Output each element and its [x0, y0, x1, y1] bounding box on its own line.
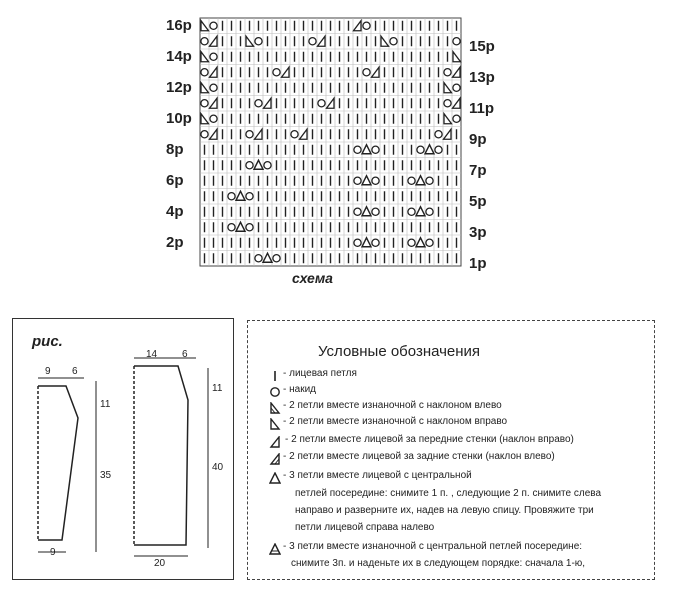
- legend-item-text: - 2 петли вместе лицевой за задние стенки (наклон влево): [283, 451, 555, 462]
- purl3tog-center-icon: [269, 542, 281, 554]
- legend-item-text: - 2 петли вместе изнаночной с наклоном влево: [283, 400, 502, 411]
- front-top-left-dim: 9: [45, 366, 51, 377]
- purl2tog-right-icon: [269, 417, 281, 429]
- front-armhole-dim: 11: [100, 399, 111, 410]
- legend-item-text: - накид: [283, 384, 316, 395]
- legend-item-text: - лицевая петля: [283, 368, 357, 379]
- chart-row-label-left: 8р: [166, 141, 184, 158]
- chart-row-label-left: 14р: [166, 48, 192, 65]
- figure-title: рис.: [32, 333, 63, 350]
- legend-item-text: - 2 петли вместе изнаночной с наклоном вправо: [283, 416, 508, 427]
- chart-row-label-right: 13р: [469, 68, 495, 86]
- chart-caption: схема: [292, 270, 333, 286]
- legend-item-text: снимите 3п. и наденьте их в следующем порядке: сначала 1-ю,: [291, 558, 586, 569]
- back-top-right-dim: 6: [182, 349, 188, 360]
- knit2tog-front-icon: [269, 435, 281, 447]
- chart-row-label-left: 6р: [166, 172, 184, 189]
- back-side-dim: 40: [212, 462, 224, 473]
- chart-row-label-right: 3р: [469, 223, 487, 241]
- back-top-left-dim: 14: [146, 349, 158, 360]
- front-top-right-dim: 6: [72, 366, 78, 377]
- back-bottom-dim: 20: [154, 558, 166, 569]
- knit3tog-center-icon: [269, 471, 281, 483]
- chart-row-label-left: 10р: [166, 110, 192, 127]
- back-piece-outline: [134, 358, 208, 556]
- front-side-dim: 35: [100, 470, 112, 481]
- chart-row-label-right: 11р: [469, 99, 495, 117]
- front-piece-outline: [38, 378, 96, 552]
- knit-stitch-icon: [269, 369, 281, 381]
- legend-item-text: направо и разверните их, надев на левую спицу. Провяжите три: [295, 505, 594, 516]
- chart-row-label-left: 4р: [166, 203, 184, 220]
- chart-row-label-left: 16р: [166, 17, 192, 34]
- legend-item-text: петлей посередине: снимите 1 п. , следующие 2 п. снимите слева: [295, 488, 602, 499]
- chart-row-label-right: 9р: [469, 130, 487, 148]
- chart-row-label-right: 1р: [469, 254, 487, 272]
- legend-item-text: - 3 петли вместе изнаночной с центральной петлей посередине:: [283, 541, 583, 552]
- chart-row-label-left: 12р: [166, 79, 192, 96]
- back-armhole-dim: 11: [212, 383, 223, 394]
- legend-item-text: - 3 петли вместе лицевой с центральной: [283, 470, 472, 481]
- chart-row-label-left: 2р: [166, 234, 184, 251]
- knit2tog-back-icon: [269, 452, 281, 464]
- yarn-over-icon: [269, 385, 281, 397]
- chart-row-label-right: 5р: [469, 192, 487, 210]
- front-bottom-dim: 9: [50, 547, 56, 558]
- chart-row-label-right: 7р: [469, 161, 487, 179]
- legend-item-text: петли лицевой справа налево: [295, 522, 435, 533]
- legend-title: Условные обозначения: [318, 343, 481, 360]
- purl2tog-left-icon: [269, 401, 281, 413]
- chart-row-label-right: 15р: [469, 37, 495, 55]
- legend-item-text: - 2 петли вместе лицевой за передние стенки (наклон вправо): [285, 434, 574, 445]
